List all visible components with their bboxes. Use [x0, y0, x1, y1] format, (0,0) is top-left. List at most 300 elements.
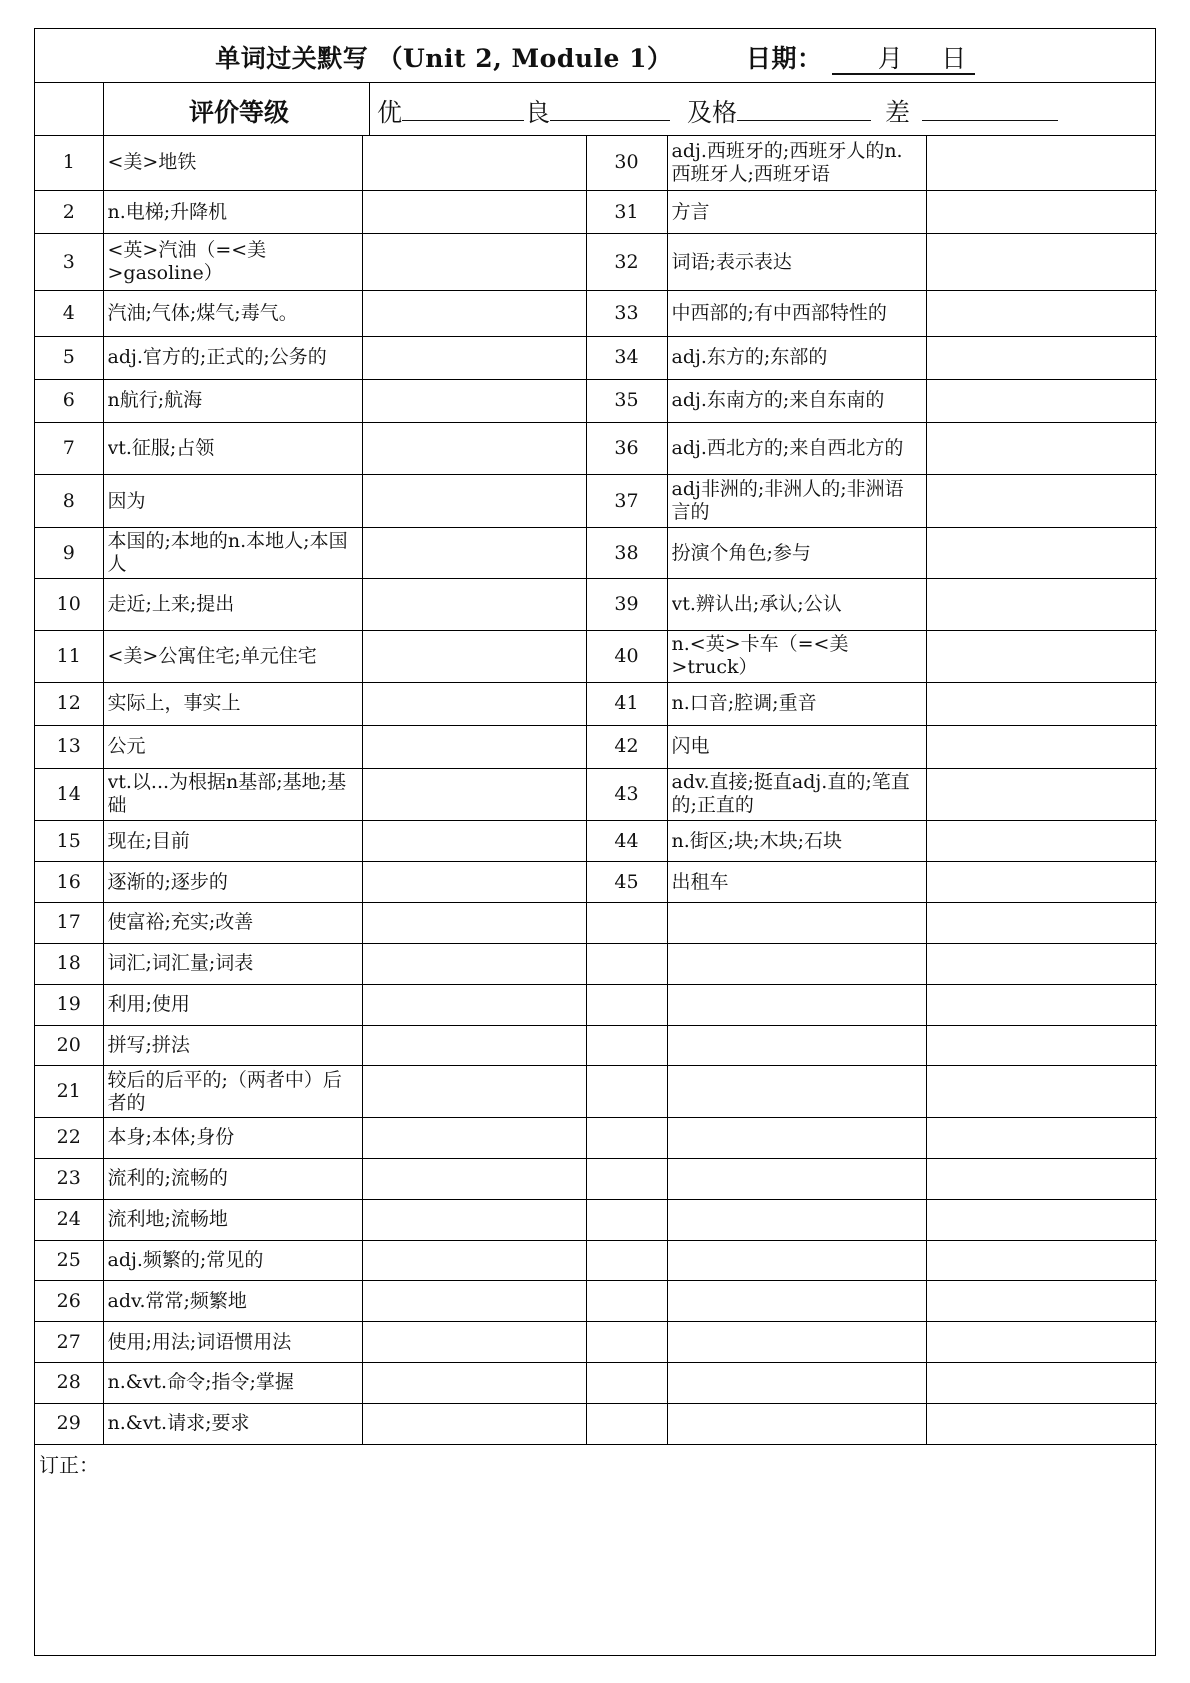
item-meaning [667, 1240, 926, 1281]
item-number [35, 379, 103, 422]
table-row [35, 1322, 1157, 1363]
item-number-text: 3 [62, 250, 75, 273]
item-meaning [103, 1066, 362, 1118]
item-number-text: 32 [614, 250, 639, 273]
item-meaning-text: 走近;上来;提出 [107, 593, 235, 616]
answer-cell[interactable] [926, 903, 1157, 944]
answer-cell[interactable] [926, 768, 1157, 821]
item-number [35, 579, 103, 631]
item-meaning [103, 943, 362, 984]
item-meaning-text: adj.频繁的;常见的 [107, 1248, 264, 1271]
item-number [586, 768, 667, 821]
item-meaning [103, 475, 362, 528]
item-number [586, 862, 667, 903]
answer-cell[interactable] [362, 1240, 586, 1281]
item-meaning [103, 422, 362, 475]
item-meaning [667, 475, 926, 528]
item-meaning [103, 527, 362, 579]
item-meaning-text: 出租车 [671, 870, 729, 893]
item-meaning [103, 291, 362, 336]
item-number [586, 1117, 667, 1158]
answer-cell[interactable] [926, 475, 1157, 528]
item-meaning-text: 使用;用法;词语惯用法 [107, 1330, 292, 1353]
item-meaning-text: 本身;本体;身份 [107, 1126, 235, 1149]
answer-cell[interactable] [926, 1199, 1157, 1240]
item-meaning [103, 135, 362, 191]
word-table [35, 135, 1157, 1445]
item-number [586, 527, 667, 579]
item-number [586, 1158, 667, 1199]
item-meaning [667, 1199, 926, 1240]
item-meaning [103, 234, 362, 291]
item-meaning [103, 1322, 362, 1363]
item-meaning-text: n.<英>卡车（=<美>truck） [671, 633, 849, 679]
day-label: 日 [941, 44, 967, 73]
item-meaning-text: 公元 [107, 735, 146, 758]
answer-cell[interactable] [926, 191, 1157, 234]
item-meaning-text: adv.常常;频繁地 [107, 1289, 247, 1312]
table-row [35, 984, 1157, 1025]
item-meaning [103, 631, 362, 683]
item-meaning-text: adj非洲的;非洲人的;非洲语言的 [671, 478, 904, 524]
answer-cell[interactable] [362, 682, 586, 725]
item-number [586, 579, 667, 631]
item-meaning-text: adj.东方的;东部的 [671, 346, 828, 369]
table-row [35, 631, 1157, 683]
answer-cell[interactable] [926, 1363, 1157, 1404]
item-number [586, 234, 667, 291]
item-number [35, 135, 103, 191]
item-meaning-text: <英>汽油（=<美>gasoline） [107, 239, 267, 285]
answer-cell[interactable] [362, 1322, 586, 1363]
item-meaning-text: 闪电 [671, 735, 710, 758]
item-number [35, 234, 103, 291]
item-number-text: 44 [614, 829, 639, 852]
item-number [586, 1025, 667, 1066]
item-number [35, 1240, 103, 1281]
item-meaning-text: vt.辨认出;承认;公认 [671, 593, 842, 616]
item-meaning [667, 135, 926, 191]
answer-cell[interactable] [362, 336, 586, 379]
item-meaning-text: n.电梯;升降机 [107, 200, 228, 223]
item-number [586, 1322, 667, 1363]
title-row [35, 29, 1155, 83]
item-meaning-text: adv.直接;挺直adj.直的;笔直的;正直的 [671, 771, 910, 817]
item-number-text: 33 [614, 301, 639, 324]
item-number [35, 631, 103, 683]
item-number [35, 768, 103, 821]
item-meaning-text: 较后的后平的;（两者中）后者的 [107, 1068, 342, 1114]
item-meaning [103, 1117, 362, 1158]
item-number-text: 24 [56, 1208, 81, 1231]
grade-excellent[interactable]: 优 [377, 93, 524, 129]
item-meaning [667, 943, 926, 984]
answer-cell[interactable] [362, 1403, 586, 1444]
item-number-text: 9 [62, 541, 75, 564]
table-row [35, 527, 1157, 579]
item-number [586, 1240, 667, 1281]
answer-cell[interactable] [362, 943, 586, 984]
item-meaning [667, 903, 926, 944]
item-number-text: 14 [56, 782, 81, 805]
item-meaning-text: 中西部的;有中西部特性的 [671, 301, 887, 324]
item-number [35, 725, 103, 768]
item-number-text: 29 [56, 1412, 81, 1435]
item-number-text: 35 [614, 389, 639, 412]
item-number-text: 13 [56, 735, 81, 758]
item-number-text: 18 [56, 952, 81, 975]
item-number-text: 23 [56, 1167, 81, 1190]
item-meaning-text: 现在;目前 [107, 829, 190, 852]
grade-good[interactable]: 良 [525, 93, 670, 129]
item-number [35, 1066, 103, 1118]
answer-cell[interactable] [926, 821, 1157, 862]
answer-cell[interactable] [362, 1363, 586, 1404]
item-meaning [667, 631, 926, 683]
item-meaning [667, 984, 926, 1025]
answer-cell[interactable] [926, 1158, 1157, 1199]
table-row [35, 821, 1157, 862]
answer-cell[interactable] [926, 862, 1157, 903]
table-row [35, 725, 1157, 768]
item-number-text: 19 [56, 993, 81, 1016]
item-meaning-text: 因为 [107, 489, 146, 512]
item-number [586, 943, 667, 984]
title-text: 单词过关默写 （Unit 2, Module 1） [215, 44, 673, 73]
answer-cell[interactable] [926, 527, 1157, 579]
item-number [586, 1066, 667, 1118]
item-meaning-text: 本国的;本地的n.本地人;本国人 [107, 530, 348, 576]
item-number-text: 15 [56, 829, 81, 852]
item-meaning [103, 984, 362, 1025]
table-row [35, 768, 1157, 821]
item-number-text: 17 [56, 911, 81, 934]
table-row [35, 379, 1157, 422]
item-meaning-text: 汽油;气体;煤气;毒气。 [107, 301, 298, 324]
item-number-text: 8 [62, 489, 75, 512]
item-meaning-text: vt.征服;占领 [107, 436, 215, 459]
item-number [35, 862, 103, 903]
item-meaning-text: n.口音;腔调;重音 [671, 692, 817, 715]
table-row [35, 135, 1157, 191]
item-number-text: 42 [614, 735, 639, 758]
item-number-text: 22 [56, 1126, 81, 1149]
item-number [35, 336, 103, 379]
item-meaning [667, 768, 926, 821]
item-number [586, 336, 667, 379]
item-number-text: 45 [614, 870, 639, 893]
item-number [35, 291, 103, 336]
item-number [586, 725, 667, 768]
answer-cell[interactable] [926, 1025, 1157, 1066]
answer-cell[interactable] [362, 475, 586, 528]
answer-cell[interactable] [362, 422, 586, 475]
answer-cell[interactable] [362, 191, 586, 234]
item-number [586, 291, 667, 336]
item-number [586, 631, 667, 683]
item-meaning-text: n.&vt.请求;要求 [107, 1412, 250, 1435]
item-number-text: 21 [56, 1080, 81, 1103]
correction-label: 订正： [39, 1453, 99, 1477]
item-number [586, 1363, 667, 1404]
item-meaning-text: adj.官方的;正式的;公务的 [107, 346, 327, 369]
item-meaning [667, 379, 926, 422]
table-row [35, 422, 1157, 475]
table-row [35, 1240, 1157, 1281]
answer-cell[interactable] [926, 1117, 1157, 1158]
item-meaning [103, 1403, 362, 1444]
answer-cell[interactable] [362, 725, 586, 768]
item-meaning [667, 422, 926, 475]
item-meaning [103, 1281, 362, 1322]
answer-cell[interactable] [362, 903, 586, 944]
item-number-text: 41 [614, 692, 639, 715]
item-number-text: 16 [56, 870, 81, 893]
table-row [35, 1403, 1157, 1444]
answer-cell[interactable] [926, 336, 1157, 379]
item-number-text: 28 [56, 1371, 81, 1394]
item-number-text: 39 [614, 593, 639, 616]
item-number [586, 821, 667, 862]
table-row [35, 475, 1157, 528]
item-meaning [667, 1403, 926, 1444]
item-number [586, 475, 667, 528]
item-number [35, 1403, 103, 1444]
item-number [35, 422, 103, 475]
item-meaning [667, 821, 926, 862]
answer-cell[interactable] [362, 379, 586, 422]
answer-cell[interactable] [926, 579, 1157, 631]
item-number-text: 2 [62, 200, 75, 223]
grade-poor[interactable]: 差 [885, 93, 1058, 129]
answer-cell[interactable] [362, 1281, 586, 1322]
item-number-text: 10 [56, 593, 81, 616]
item-number-text: 1 [62, 151, 75, 174]
answer-cell[interactable] [362, 579, 586, 631]
answer-cell[interactable] [362, 135, 586, 191]
item-number [35, 682, 103, 725]
answer-cell[interactable] [926, 135, 1157, 191]
item-meaning-text: 拼写;拼法 [107, 1033, 190, 1056]
table-row [35, 291, 1157, 336]
table-row [35, 191, 1157, 234]
item-number [586, 1403, 667, 1444]
table-row [35, 1158, 1157, 1199]
grading-label: 评价等级 [188, 98, 289, 127]
item-meaning [103, 725, 362, 768]
item-meaning [667, 1158, 926, 1199]
item-number-text: 37 [614, 489, 639, 512]
answer-cell[interactable] [926, 984, 1157, 1025]
answer-cell[interactable] [926, 379, 1157, 422]
item-meaning [667, 234, 926, 291]
item-meaning-text: adj.西北方的;来自西北方的 [671, 436, 904, 459]
answer-cell[interactable] [362, 821, 586, 862]
item-number [35, 1158, 103, 1199]
item-meaning-text: n.街区;块;木块;石块 [671, 829, 842, 852]
table-row [35, 1281, 1157, 1322]
item-meaning [667, 336, 926, 379]
item-meaning [103, 1025, 362, 1066]
item-meaning [103, 336, 362, 379]
answer-cell[interactable] [926, 1281, 1157, 1322]
item-number-text: 40 [614, 644, 639, 667]
date-label: 日期： [745, 44, 823, 73]
item-number [35, 191, 103, 234]
answer-cell[interactable] [926, 291, 1157, 336]
item-number-text: 31 [614, 200, 639, 223]
item-meaning [103, 1158, 362, 1199]
item-meaning-text: 利用;使用 [107, 993, 190, 1016]
item-meaning [667, 579, 926, 631]
table-row [35, 1066, 1157, 1118]
table-row [35, 682, 1157, 725]
item-number [586, 422, 667, 475]
item-meaning [667, 1066, 926, 1118]
item-meaning [103, 821, 362, 862]
item-number-text: 6 [62, 389, 75, 412]
item-number-text: 30 [614, 151, 639, 174]
sheet-title [35, 39, 1155, 75]
answer-cell[interactable] [362, 1199, 586, 1240]
item-meaning-text: 逐渐的;逐步的 [107, 870, 228, 893]
item-number [586, 984, 667, 1025]
item-meaning [103, 1199, 362, 1240]
item-number [586, 1199, 667, 1240]
month-label: 月 [877, 44, 904, 73]
answer-cell[interactable] [926, 725, 1157, 768]
item-number [35, 1025, 103, 1066]
item-number [35, 903, 103, 944]
table-row [35, 336, 1157, 379]
answer-cell[interactable] [362, 234, 586, 291]
item-number-text: 7 [62, 436, 75, 459]
answer-cell[interactable] [926, 631, 1157, 683]
item-number [35, 1281, 103, 1322]
item-meaning-text: vt.以...为根据n基部;基地;基础 [107, 771, 347, 817]
item-meaning [667, 1025, 926, 1066]
table-row [35, 1117, 1157, 1158]
item-meaning [103, 903, 362, 944]
item-meaning [667, 862, 926, 903]
item-meaning-text: 实际上，事实上 [107, 692, 241, 715]
item-number-text: 5 [62, 346, 75, 369]
item-meaning [103, 579, 362, 631]
table-row [35, 862, 1157, 903]
answer-cell[interactable] [362, 862, 586, 903]
item-number-text: 25 [56, 1248, 81, 1271]
table-row [35, 1025, 1157, 1066]
item-meaning [667, 527, 926, 579]
item-number [35, 1322, 103, 1363]
item-number-text: 26 [56, 1289, 81, 1312]
item-number-text: 4 [62, 301, 75, 324]
answer-cell[interactable] [926, 1240, 1157, 1281]
item-number-text: 20 [56, 1033, 81, 1056]
date-field[interactable] [832, 45, 975, 75]
item-meaning [103, 768, 362, 821]
answer-cell[interactable] [362, 527, 586, 579]
item-number [586, 1281, 667, 1322]
item-meaning-text: adj.东南方的;来自东南的 [671, 389, 885, 412]
item-number [35, 475, 103, 528]
item-number-text: 12 [56, 692, 81, 715]
item-number [35, 1199, 103, 1240]
item-meaning [667, 191, 926, 234]
item-number [35, 984, 103, 1025]
item-meaning-text: <美>地铁 [107, 151, 197, 174]
item-meaning-text: 扮演个角色;参与 [671, 541, 811, 564]
answer-cell[interactable] [362, 1025, 586, 1066]
item-number [35, 527, 103, 579]
item-meaning [667, 291, 926, 336]
table-row [35, 1199, 1157, 1240]
item-meaning [667, 682, 926, 725]
item-number-text: 11 [56, 644, 81, 667]
answer-cell[interactable] [362, 1066, 586, 1118]
item-meaning-text: 流利的;流畅的 [107, 1167, 228, 1190]
table-row [35, 579, 1157, 631]
answer-cell[interactable] [926, 1066, 1157, 1118]
answer-cell[interactable] [926, 1322, 1157, 1363]
item-meaning [667, 1281, 926, 1322]
grade-pass[interactable]: 及格 [687, 93, 871, 129]
item-meaning [667, 1363, 926, 1404]
answer-cell[interactable] [362, 291, 586, 336]
item-meaning-text: 词语;表示表达 [671, 250, 792, 273]
answer-cell[interactable] [926, 422, 1157, 475]
item-number-text: 43 [614, 782, 639, 805]
item-meaning [103, 1240, 362, 1281]
table-row [35, 903, 1157, 944]
item-number [586, 903, 667, 944]
answer-cell[interactable] [926, 1403, 1157, 1444]
item-meaning [667, 1117, 926, 1158]
answer-cell[interactable] [362, 631, 586, 683]
item-meaning-text: n航行;航海 [107, 389, 203, 412]
answer-cell[interactable] [926, 234, 1157, 291]
item-number [35, 1363, 103, 1404]
item-meaning-text: 使富裕;充实;改善 [107, 911, 254, 934]
item-number [35, 1117, 103, 1158]
item-meaning-text: 方言 [671, 200, 710, 223]
answer-cell[interactable] [362, 984, 586, 1025]
item-meaning-text: 流利地;流畅地 [107, 1208, 228, 1231]
answer-cell[interactable] [362, 1158, 586, 1199]
item-number-text: 36 [614, 436, 639, 459]
table-row [35, 234, 1157, 291]
answer-cell[interactable] [926, 682, 1157, 725]
item-meaning-text: <美>公寓住宅;单元住宅 [107, 644, 317, 667]
item-meaning-text: 词汇;词汇量;词表 [107, 952, 254, 975]
item-meaning [103, 379, 362, 422]
item-number [586, 191, 667, 234]
item-number [35, 943, 103, 984]
grading-row [35, 82, 1155, 136]
item-meaning [667, 1322, 926, 1363]
item-meaning [103, 862, 362, 903]
item-meaning [103, 682, 362, 725]
item-number-text: 38 [614, 541, 639, 564]
answer-cell[interactable] [362, 1117, 586, 1158]
item-meaning-text: adj.西班牙的;西班牙人的n.西班牙人;西班牙语 [671, 139, 903, 185]
item-number [35, 821, 103, 862]
item-number-text: 34 [614, 346, 639, 369]
answer-cell[interactable] [926, 943, 1157, 984]
answer-cell[interactable] [362, 768, 586, 821]
item-meaning [667, 725, 926, 768]
item-meaning-text: n.&vt.命令;指令;掌握 [107, 1371, 294, 1394]
